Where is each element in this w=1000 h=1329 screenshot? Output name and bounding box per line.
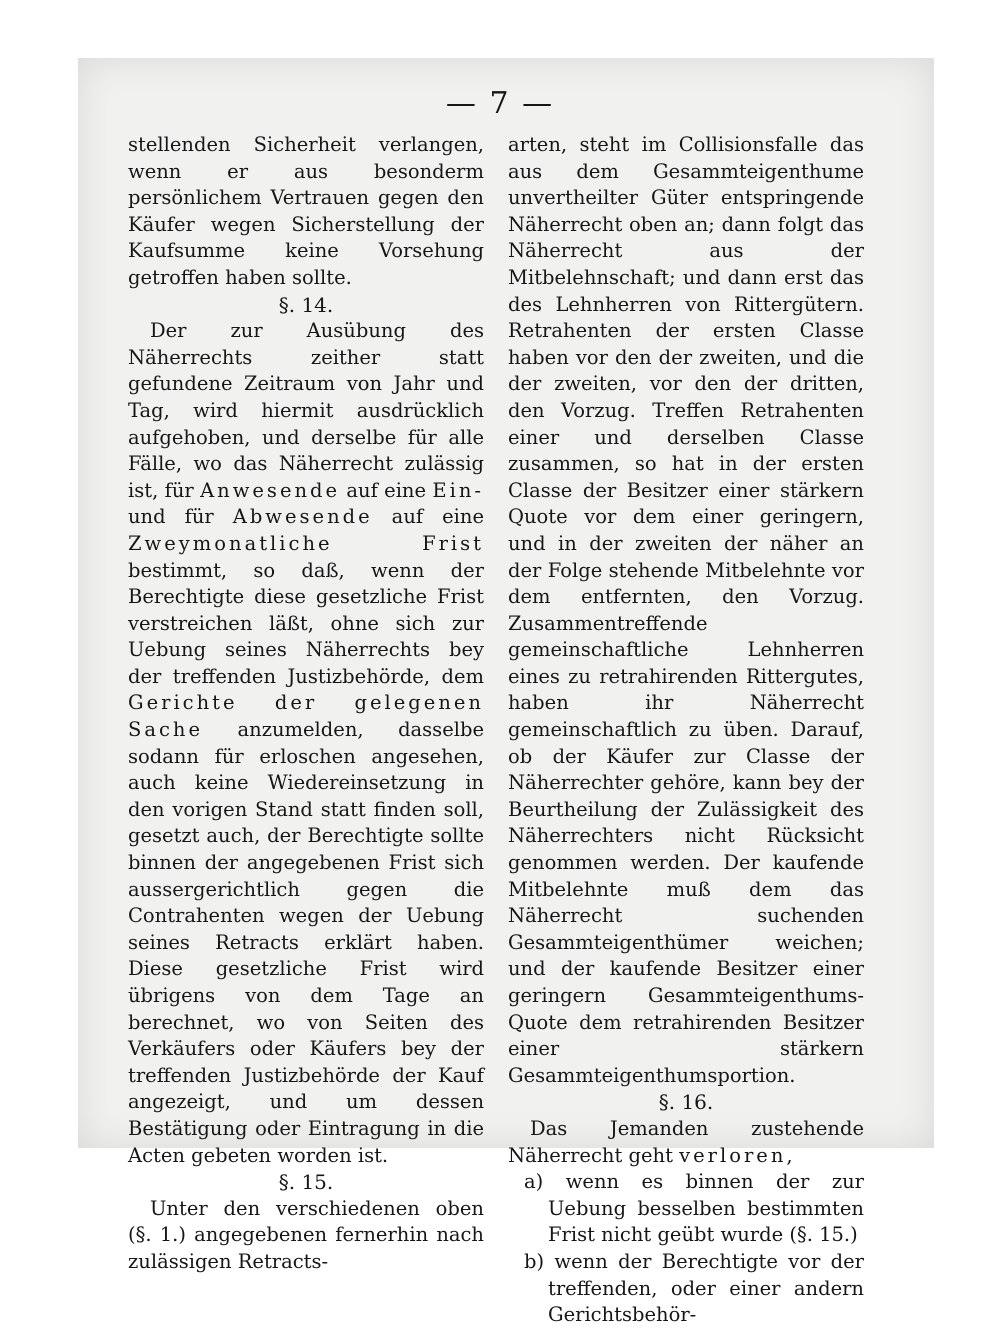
spaced-term: Ein- bbox=[432, 478, 484, 502]
left-column bbox=[128, 132, 484, 1276]
spaced-term: Abwesende bbox=[232, 505, 373, 529]
text-run: auf eine bbox=[372, 505, 484, 529]
text-run: Das Jemanden zustehende Näherrecht geht bbox=[508, 1116, 864, 1167]
paragraph-15: Unter den verschiedenen oben (§. 1.) angegebenen fernerhin nach zulässigen Retracts- bbox=[128, 1196, 484, 1273]
list-item-a: a) wenn es binnen der zur Uebung besselben bestimmten Frist nicht geübt wurde (§. 15.) bbox=[524, 1170, 864, 1247]
right-column bbox=[508, 132, 864, 1329]
list-item-b: b) wenn der Berechtigte vor der treffenden, oder einer andern Gerichtsbehör- bbox=[524, 1249, 864, 1327]
section-heading-15: §. 15. bbox=[278, 1170, 334, 1195]
spaced-term: Anwesende bbox=[200, 478, 341, 502]
text-run: Der zur Ausübung des Näherrechts zeither statt gefundene Zeitraum von Jahr und Tag, wird hiermit ausdrücklich aufgehoben, und derselbe für alle Fälle, wo das Näherrecht zulässig ist, für bbox=[128, 319, 484, 502]
section-heading-14: §. 14. bbox=[278, 292, 334, 317]
paragraph-14 bbox=[128, 318, 484, 1169]
paragraph: arten, steht im Collisionsfalle das aus dem Gesammteigenthume unvertheilter Güter entspringende Näherrecht oben an; dann folgt das Näherrecht aus der Mitbelehnschaft; und dann erst das des Lehnherren von Rittergütern. Retrahenten der ersten Classe haben vor den der zweiten, und die der zweiten, vor den der dritten, den Vorzug. Treffen Retrahenten einer und derselben Classe zusammen, so hat in der ersten Classe der Besitzer einer stärkern Quote vor dem einer geringern, und in der zweiten der näher an der Folge stehende Mitbelehnte vor dem entfernten, den Vorzug. Zusammentreffende gemeinschaftliche Lehnherren eines zu retrahirenden Rittergutes, haben ihr Näherrecht gemeinschaftlich zu üben. Darauf, ob der Käufer zur Classe der Näherrechter gehöre, kann bey der Beurtheilung der Zulässigkeit des Näherrechters nicht Rücksicht genommen werden. Der kaufende Mitbelehnte muß dem das Näherrecht suchenden Gesammteigenthümer weichen; und der kaufende Besitzer einer geringern Gesammteigenthums-Quote dem retrahirenden Besitzer einer stärkern Gesammteigenthumsportion. bbox=[508, 133, 864, 1087]
spaced-term: verloren, bbox=[679, 1143, 796, 1167]
text-run: und für bbox=[128, 505, 233, 529]
text-run: auf eine bbox=[340, 478, 433, 502]
section-heading-16: §. 16. bbox=[658, 1090, 714, 1115]
page-number: — 7 — bbox=[445, 86, 555, 121]
spaced-term: Gerichte der gelegenen Sache bbox=[128, 691, 484, 742]
text-run: anzumelden, dasselbe sodann für erloschen angesehen, auch keine Wiedereinsetzung in den vorigen Stand statt finden soll, gesetzt auch, der Berechtigte sollte binnen der angegebenen Frist sich aussergerichtlich gegen die Contrahenten wegen der Uebung seines Retracts erklärt haben. Diese gesetzliche Frist wird übrigens von dem Tage an berechnet, wo von Seiten des Verkäufers oder Käufers bey der treffenden Justizbehörde der Kauf angezeigt, und um dessen Bestätigung oder Eintragung in die Acten gebeten worden ist. bbox=[128, 718, 484, 1167]
spaced-term: Zweymonatliche Frist bbox=[128, 531, 484, 555]
paragraph-16 bbox=[508, 1116, 864, 1169]
paragraph: stellenden Sicherheit verlangen, wenn er aus besonderm persönlichem Vertrauen gegen den Käufer wegen Sicherstellung der Kaufsumme keine Vorsehung getroffen haben sollte. bbox=[128, 133, 484, 289]
text-run: bestimmt, so daß, wenn der Berechtigte diese gesetzliche Frist verstreichen läßt, ohne sich zur Uebung seines Näherrechts bey der treffenden Justizbehörde, dem bbox=[128, 558, 484, 688]
